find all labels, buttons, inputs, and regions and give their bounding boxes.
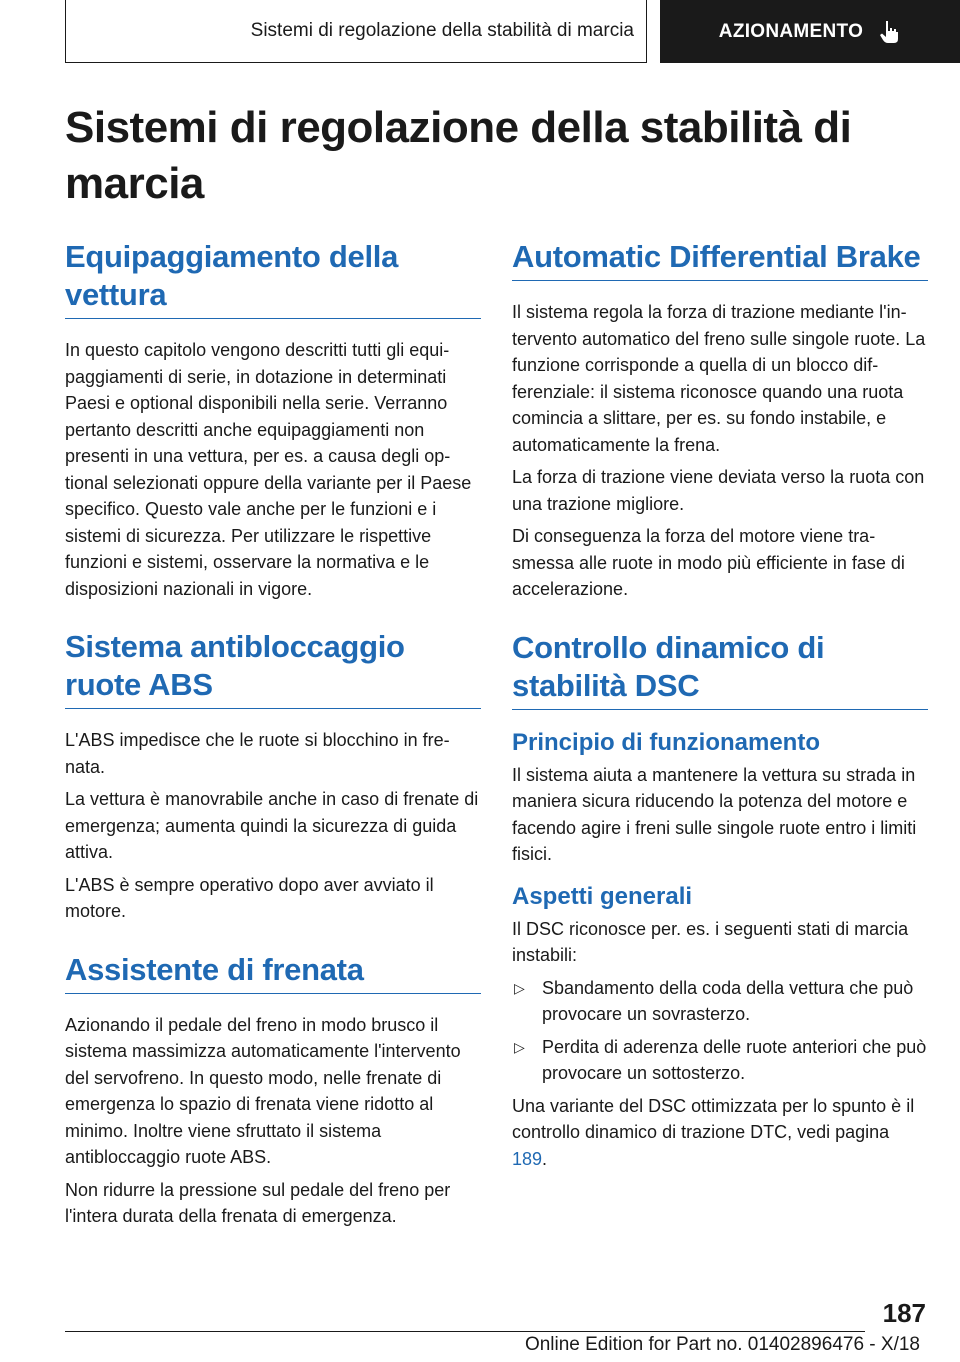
subsection-title: Principio di funzionamento [512,728,820,756]
paragraph: L'ABS è sempre operativo dopo aver avviato il motore. [65,874,434,921]
list-item-text: Perdita di aderenza delle ruote anteriori che può provocare un sottosterzo. [542,1036,927,1083]
section-divider [512,709,928,710]
paragraph: Il sistema aiuta a mantenere la vettura su strada in maniera sicura riducendo la potenza del motore e facendo agire i freni sulle singole ruote entro i limiti fisici. [512,764,917,864]
right-column [512,238,928,1198]
paragraph: L'ABS impedisce che le ruote si blocchino in frenata. [65,730,450,777]
section-equipaggiamento [65,238,481,602]
section-divider [65,708,481,709]
page-reference-link[interactable]: 189 [512,1148,543,1169]
section-header-tab [660,0,960,63]
section-divider [512,280,928,281]
footer-edition: Online Edition for Part no. 01402896476 - X/18 [524,1334,920,1355]
left-column [65,238,481,1256]
page-title: Sistemi di regolazione della stabilità di marcia [65,103,852,208]
subsection-aspetti-generali [512,882,928,1173]
list-item [512,975,928,1028]
section-title: Assistente di frenata [65,951,364,987]
page-number: 187 [882,1298,926,1328]
paragraph: In questo capitolo vengono descritti tutti gli equipaggiamenti di serie, in dotazione in determinati Paesi e optional disponibili nella serie. Verranno pertanto descritti anche equipaggiamenti non presenti in una vettura, per es. a causa degli optional selezionati oppure della variante per il Paese specifico. Questo vale anche per le funzioni e i sistemi di sicurezza. Per utilizzare le rispettive funzioni e sistemi, osservare la normativa e le disposizioni nazionali in vigore. [65,340,472,599]
paragraph: La vettura è manovrabile anche in caso di frenate di emergenza; aumenta quindi la sicurezza di guida attiva. [65,789,479,862]
section-title: Controllo dinamico di stabilità DSC [512,629,825,703]
section-title: Sistema antibloccaggio ruote ABS [65,629,405,702]
section-title: Equipaggiamento della vettura [65,239,399,312]
hand-pointer-icon [877,19,901,45]
paragraph: Di conseguenza la forza del motore viene trasmessa alle ruote in modo più efficiente in fase di accelerazione. [512,526,905,599]
footer-divider [65,1331,865,1332]
triangle-bullet-icon: ▷ [514,979,525,996]
section-divider [65,993,481,994]
list-item [512,1034,928,1087]
section-dsc [512,629,928,1173]
paragraph: Il DSC riconosce per. es. i seguenti stati di marcia instabili: [512,918,909,965]
subsection-title: Aspetti generali [512,882,693,910]
paragraph: Non ridurre la pressione sul pedale del freno per l'intera durata della frenata di emergenza. [65,1179,451,1226]
paragraph [512,1093,928,1173]
paragraph: Il sistema regola la forza di trazione mediante l'intervento automatico del freno sulle singole ruote. La funzione corrisponde a quella di un blocco differenziale: il sistema riconosce quando una ruota comincia a slittare, per es. su fondo instabile, e automaticamente la frena. [512,302,926,455]
paragraph-text: Una variante del DSC ottimizzata per lo spunto è il controllo dinamico di trazione DTC, vedi pagina [512,1095,915,1142]
section-title: Automatic Differential Brake [512,239,921,274]
section-assistente-frenata [65,951,481,1230]
section-abs [65,628,481,925]
triangle-bullet-icon: ▷ [514,1038,525,1055]
section-divider [65,318,481,319]
bullet-list [512,975,928,1087]
section-adb [512,238,928,603]
paragraph-text: . [542,1148,548,1169]
paragraph: Azionando il pedale del freno in modo brusco il sistema massimizza automaticamente l'intervento del servofreno. In questo modo, nelle frenate di emergenza lo spazio di frenata viene ridotto al minimo. Inoltre viene sfruttato il sistema antibloccaggio ruote ABS. [65,1014,461,1167]
chapter-title: Sistemi di regolazione della stabilità di marcia [250,20,634,41]
subsection-principio [512,728,928,868]
chapter-header [65,0,647,63]
section-label: AZIONAMENTO [718,20,864,42]
list-item-text: Sbandamento della coda della vettura che può provocare un sovrasterzo. [542,977,914,1024]
paragraph: La forza di trazione viene deviata verso la ruota con una trazione migliore. [512,467,925,514]
